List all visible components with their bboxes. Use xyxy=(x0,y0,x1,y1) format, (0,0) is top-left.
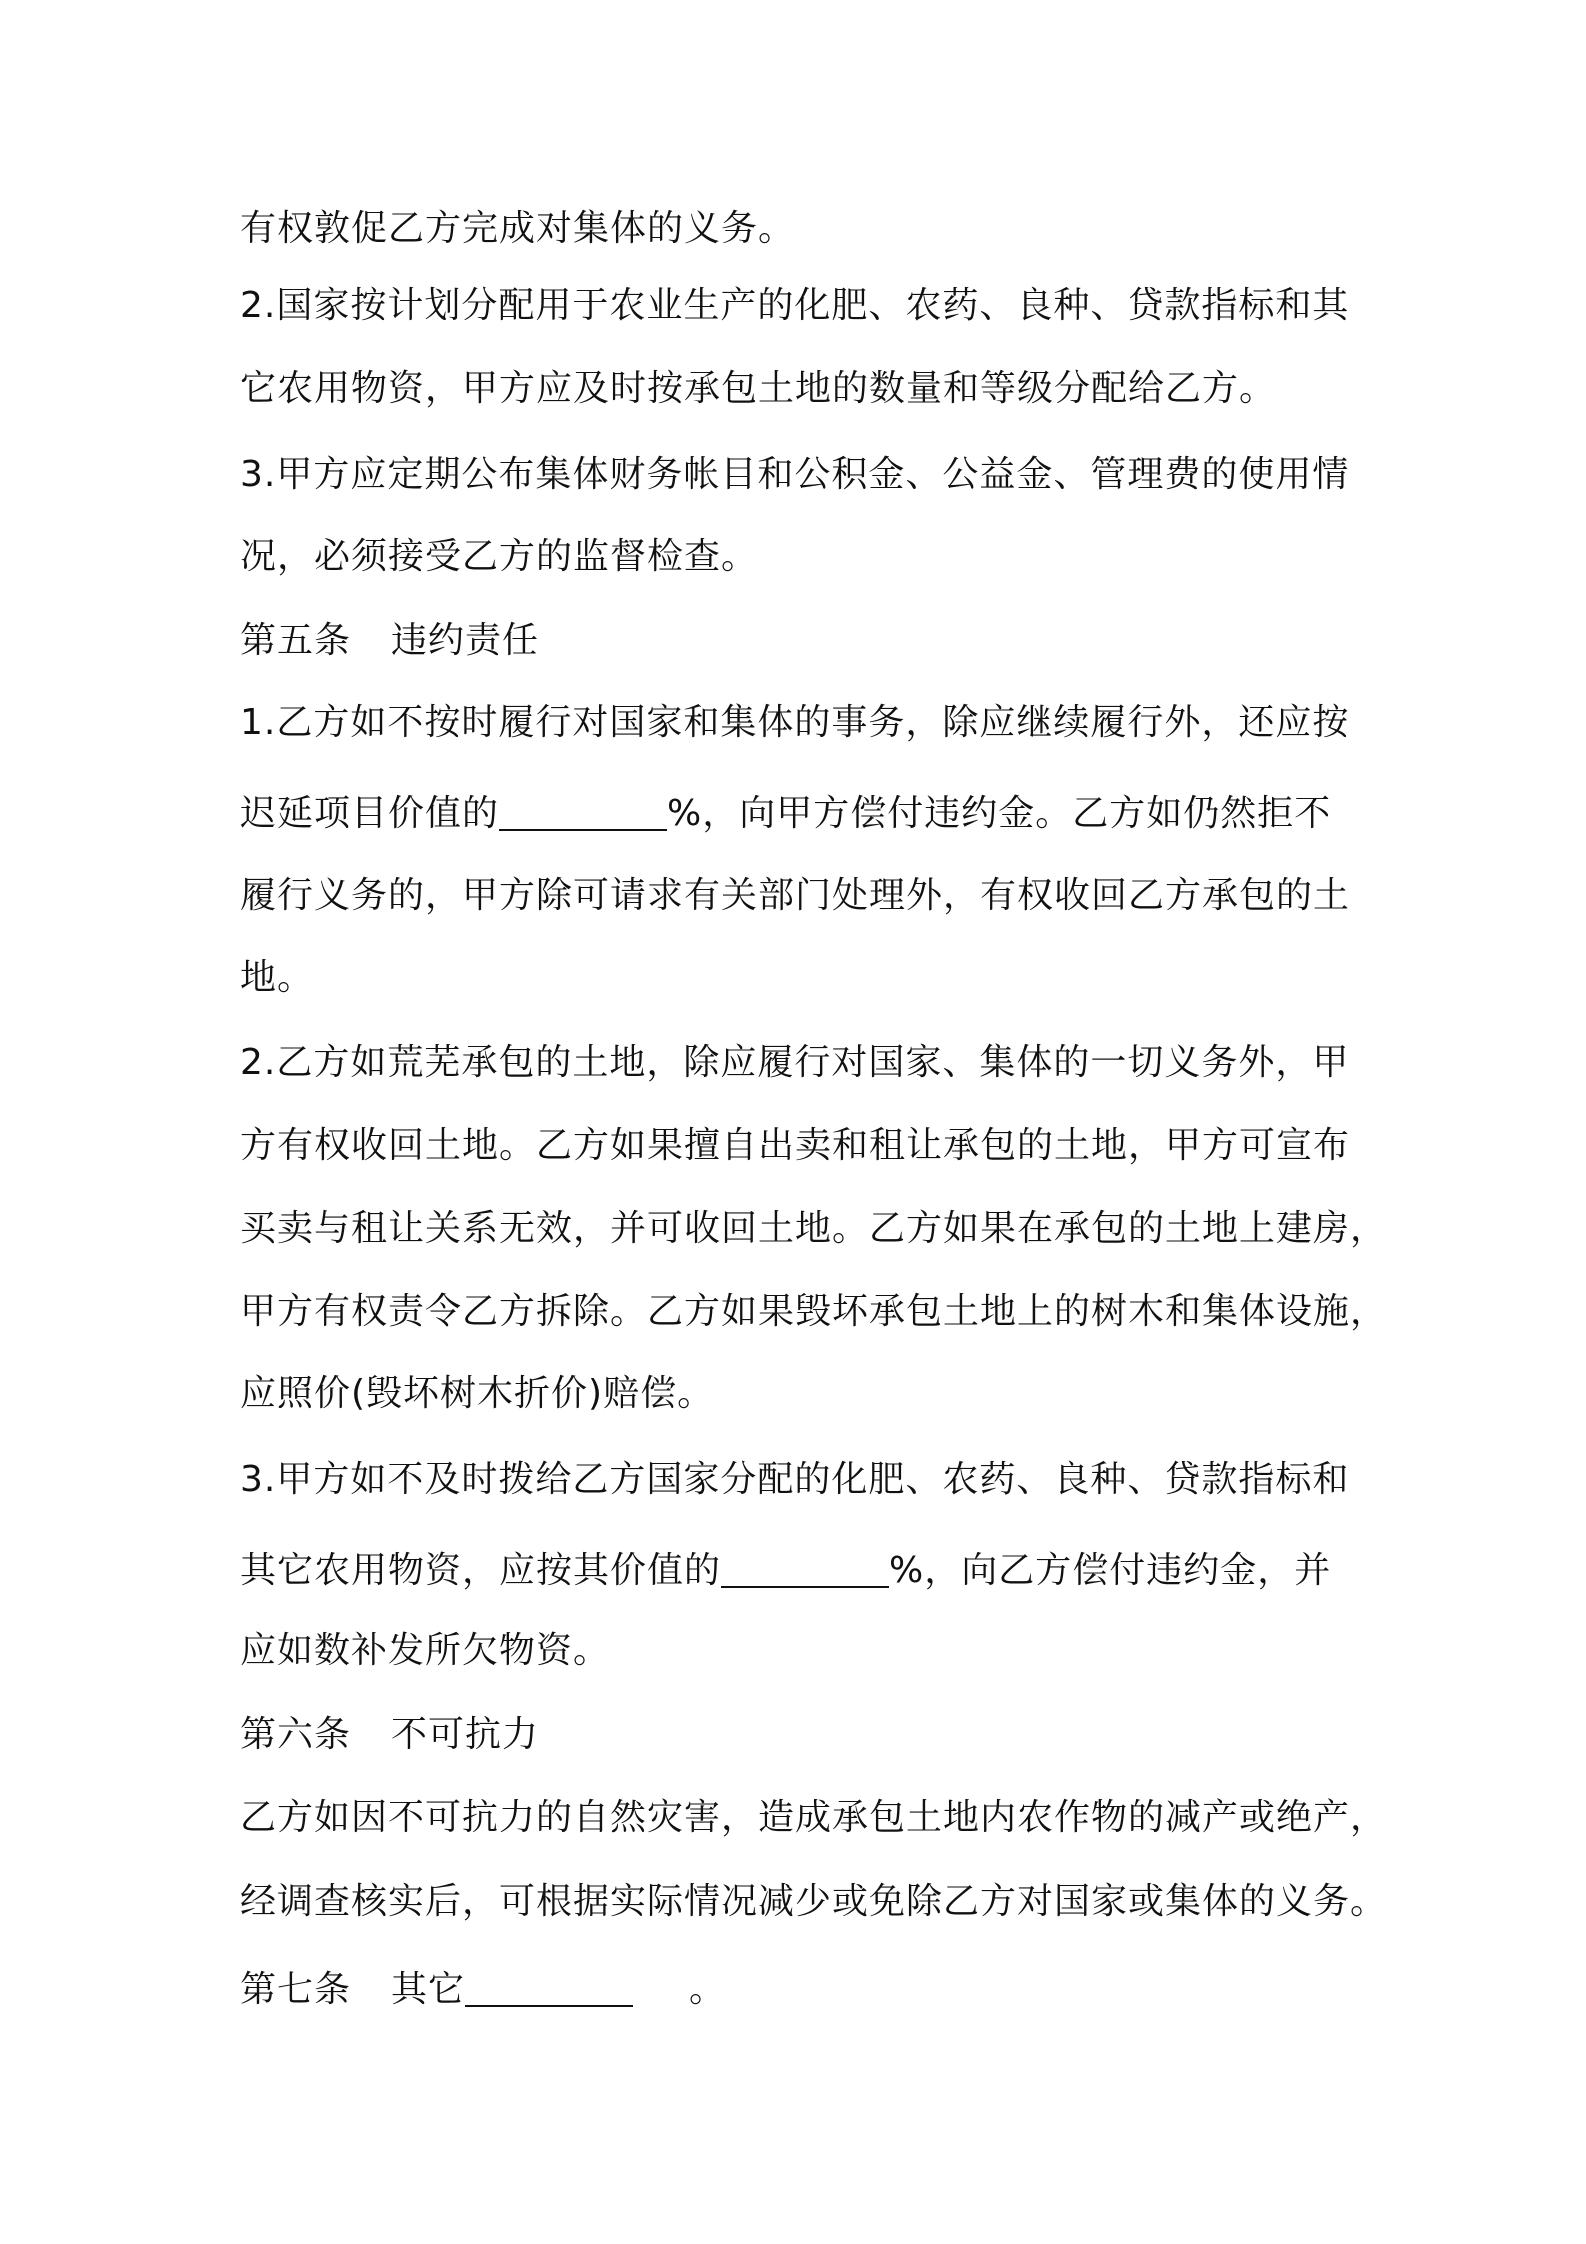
text-line: 应照价(毁坏树木折价)赔偿。 xyxy=(240,1373,715,1414)
fill-in-blank xyxy=(499,790,667,838)
text-line: 3.甲方如不及时拨给乙方国家分配的化肥、农药、良种、贷款指标和 xyxy=(240,1459,1350,1500)
text-fragment: 迟延项目价值的 xyxy=(240,793,500,834)
text-line: 有权敦促乙方完成对集体的义务。 xyxy=(240,208,796,249)
article-title: 其它 xyxy=(391,1969,466,2010)
text-line: 3.甲方应定期公布集体财务帐目和公积金、公益金、管理费的使用情 xyxy=(240,454,1350,495)
text-line: 买卖与租让关系无效，并可收回土地。乙方如果在承包的土地上建房， xyxy=(240,1208,1388,1249)
article-title: 不可抗力 xyxy=(391,1714,540,1755)
text-line: 1.乙方如不按时履行对国家和集体的事务，除应继续履行外，还应按 xyxy=(240,702,1350,743)
text-line: 经调查核实后，可根据实际情况减少或免除乙方对国家或集体的义务。 xyxy=(240,1881,1388,1922)
article-label: 第七条 xyxy=(240,1969,352,2010)
text-fragment: %，向乙方偿付违约金，并 xyxy=(889,1550,1332,1591)
article-5-heading xyxy=(240,617,539,665)
article-7-heading xyxy=(240,1966,726,2014)
text-fragment: 其它农用物资，应按其价值的 xyxy=(240,1550,722,1591)
article-label: 第五条 xyxy=(240,620,352,661)
article-6-heading xyxy=(240,1711,539,1759)
text-fragment: %，向甲方偿付违约金。乙方如仍然拒不 xyxy=(667,793,1332,834)
text-line: 方有权收回土地。乙方如果擅自出卖和租让承包的土地，甲方可宣布 xyxy=(240,1125,1351,1166)
text-line xyxy=(240,1547,1331,1595)
text-line: 2.乙方如荒芜承包的土地，除应履行对国家、集体的一切义务外，甲 xyxy=(240,1042,1350,1083)
text-line: 它农用物资，甲方应及时按承包土地的数量和等级分配给乙方。 xyxy=(240,368,1277,409)
text-fragment: 。 xyxy=(689,1969,727,2010)
text-line: 2.国家按计划分配用于农业生产的化肥、农药、良种、贷款指标和其 xyxy=(240,285,1350,326)
article-label: 第六条 xyxy=(240,1714,352,1755)
text-line: 况，必须接受乙方的监督检查。 xyxy=(240,536,759,577)
text-line: 甲方有权责令乙方拆除。乙方如果毁坏承包土地上的树木和集体设施， xyxy=(240,1291,1388,1332)
text-line xyxy=(240,790,1331,838)
text-line: 履行义务的，甲方除可请求有关部门处理外，有权收回乙方承包的土 xyxy=(240,875,1351,916)
text-line: 应如数补发所欠物资。 xyxy=(240,1630,611,1671)
text-line: 地。 xyxy=(240,957,315,998)
fill-in-blank xyxy=(465,1966,633,2014)
text-line: 乙方如因不可抗力的自然灾害，造成承包土地内农作物的减产或绝产， xyxy=(240,1797,1388,1838)
article-title: 违约责任 xyxy=(391,620,540,661)
fill-in-blank xyxy=(721,1547,889,1595)
